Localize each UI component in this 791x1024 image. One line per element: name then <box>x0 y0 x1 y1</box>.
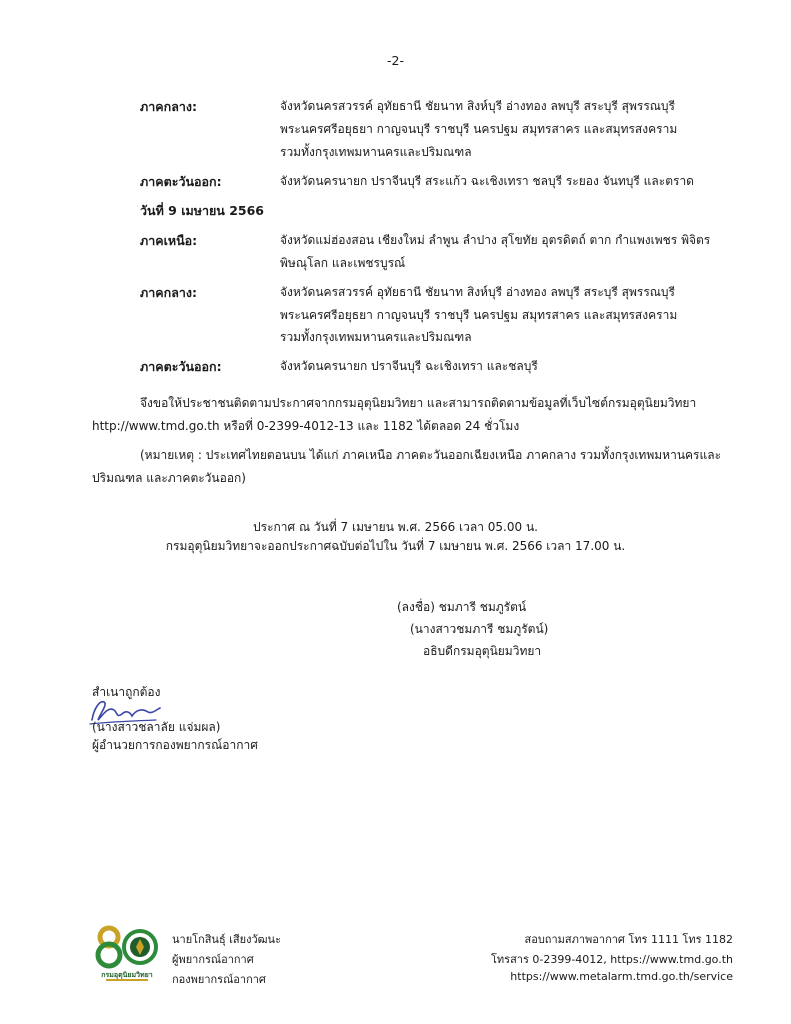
page-number: -2- <box>387 53 404 68</box>
certified-heading: สำเนาถูกต้อง <box>92 685 161 699</box>
advice-line-2: http://www.tmd.go.th หรือที่ 0-2399-4012-13 และ 1182 ได้ตลอด 24 ชั่วโมง <box>92 419 520 433</box>
tmd-80th-anniversary-logo <box>92 922 162 984</box>
region-text-line: จังหวัดนครสวรรค์ อุทัยธานี ชัยนาท สิงห์บุรี อ่างทอง ลพบุรี สระบุรี สุพรรณบุรี <box>280 285 675 299</box>
region-text-line: พิษณุโลก และเพชรบูรณ์ <box>280 256 406 270</box>
signature-title: อธิบดีกรมอุตุนิยมวิทยา <box>423 644 542 658</box>
region-text-line: พระนครศรีอยุธยา กาญจนบุรี ราชบุรี นครปฐม สมุทรสาคร และสมุทรสงคราม <box>280 122 678 136</box>
footer-contact-phone: สอบถามสภาพอากาศ โทร 1111 โทร 1182 <box>524 933 733 946</box>
region-text-line: รวมทั้งกรุงเทพมหานครและปริมณฑล <box>280 145 472 159</box>
footer-service-link[interactable]: https://www.metalarm.tmd.go.th/service <box>510 970 733 983</box>
footer-forecaster-name: นายโกสินธุ์ เสียงวัฒนะ <box>172 933 281 946</box>
region-text-line: จังหวัดแม่ฮ่องสอน เชียงใหม่ ลำพูน ลำปาง สุโขทัย อุตรดิตถ์ ตาก กำแพงเพชร พิจิตร <box>280 233 711 247</box>
region-label-east-1: ภาคตะวันออก: <box>140 174 222 189</box>
footer-forecaster-role: ผู้พยากรณ์อากาศ <box>172 953 254 966</box>
note-line-2: ปริมณฑล และภาคตะวันออก) <box>92 471 246 485</box>
certified-title: ผู้อำนวยการกองพยากรณ์อากาศ <box>92 738 258 752</box>
region-text-line: รวมทั้งกรุงเทพมหานครและปริมณฑล <box>280 330 472 344</box>
region-text-line: จังหวัดนครนายก ปราจีนบุรี ฉะเชิงเทรา และชลบุรี <box>280 359 538 373</box>
region-text-line: จังหวัดนครนายก ปราจีนบุรี สระแก้ว ฉะเชิงเทรา ชลบุรี ระยอง จันทบุรี และตราด <box>280 174 694 188</box>
signature-name: (นางสาวชมภารี ชมภูรัตน์) <box>410 622 549 636</box>
announce-line: ประกาศ ณ วันที่ 7 เมษายน พ.ศ. 2566 เวลา 05.00 น. <box>253 520 538 534</box>
certified-name: (นางสาวชลาลัย แจ่มผล) <box>92 720 221 734</box>
footer-contact-fax: โทรสาร 0-2399-4012, https://www.tmd.go.th <box>491 953 733 966</box>
region-label-central-1: ภาคกลาง: <box>140 99 197 114</box>
signature-signed: (ลงชื่อ) ชมภารี ชมภูรัตน์ <box>397 600 527 614</box>
region-text-line: จังหวัดนครสวรรค์ อุทัยธานี ชัยนาท สิงห์บุรี อ่างทอง ลพบุรี สระบุรี สุพรรณบุรี <box>280 99 675 113</box>
footer-division: กองพยากรณ์อากาศ <box>172 973 266 986</box>
next-announcement-line: กรมอุตุนิยมวิทยาจะออกประกาศฉบับต่อไปใน วันที่ 7 เมษายน พ.ศ. 2566 เวลา 17.00 น. <box>165 539 626 553</box>
region-text-line: พระนครศรีอยุธยา กาญจนบุรี ราชบุรี นครปฐม สมุทรสาคร และสมุทรสงคราม <box>280 308 678 322</box>
note-line-1: (หมายเหตุ : ประเทศไทยตอนบน ได้แก่ ภาคเหนือ ภาคตะวันออกเฉียงเหนือ ภาคกลาง รวมทั้งกรุงเทพมหานครและ <box>140 448 722 462</box>
date-heading: วันที่ 9 เมษายน 2566 <box>140 203 264 218</box>
region-label-east-2: ภาคตะวันออก: <box>140 359 222 374</box>
logo-caption: กรมอุตุนิยมวิทยา <box>101 971 153 979</box>
region-label-central-2: ภาคกลาง: <box>140 285 197 300</box>
advice-line-1: จึงขอให้ประชาชนติดตามประกาศจากกรมอุตุนิยมวิทยา และสามารถติดตามข้อมูลที่เว็บไซต์กรมอุตุนิยมวิทยา <box>140 396 697 410</box>
region-label-north: ภาคเหนือ: <box>140 233 198 248</box>
